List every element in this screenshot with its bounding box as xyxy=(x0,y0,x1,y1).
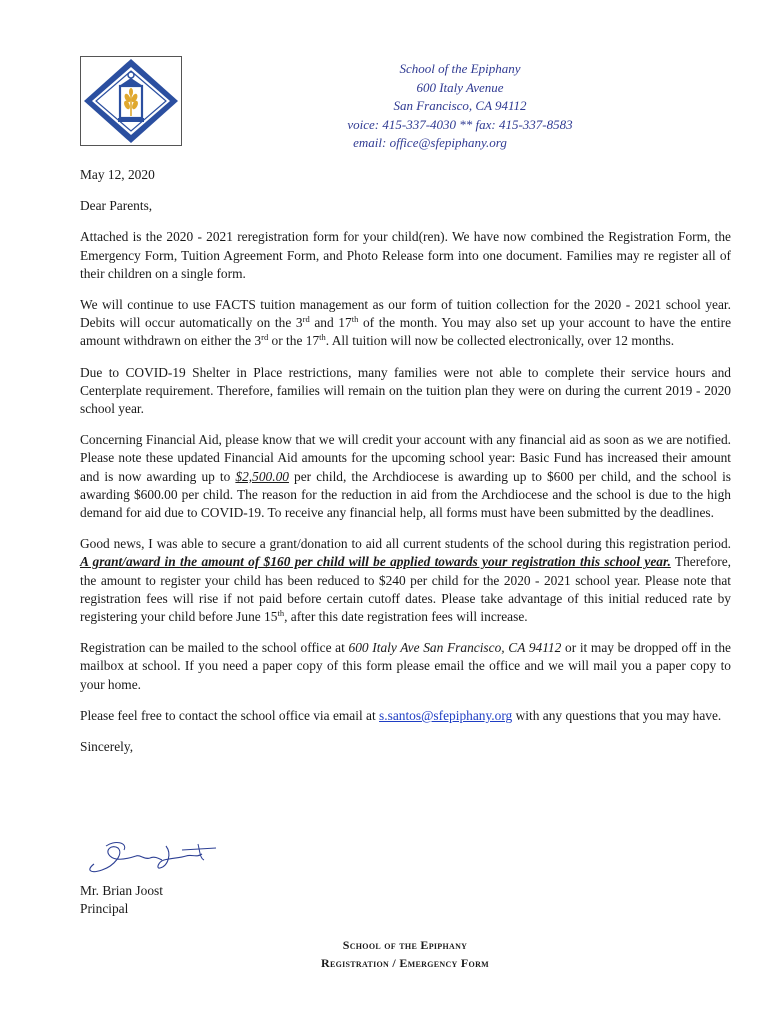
contact-email-link[interactable]: s.santos@sfepiphany.org xyxy=(379,707,513,723)
contact-phone-fax: voice: 415-337-4030 ** fax: 415-337-8583 xyxy=(347,116,573,132)
paragraph-facts-tuition: We will continue to use FACTS tuition management as our form of tuition collection for the 2020 - 2021 school year. Debits will occur automatically on the 3rd and 17th of the month. You may also set up your account to have the entire amount withdrawn on either the 3rd or the 17th. All tuition will now be collected electronically, over 12 months. xyxy=(80,297,732,349)
letterhead xyxy=(300,60,620,153)
address-line-1: 600 Italy Avenue xyxy=(416,79,504,95)
signature-image xyxy=(84,836,224,876)
signer-name: Mr. Brian Joost xyxy=(80,883,163,898)
basic-fund-amount: $2,500.00 xyxy=(235,468,289,484)
paragraph-financial-aid: Concerning Financial Aid, please know that we will credit your account with any financial aid as soon as we are notified. Please note these updated Financial Aid amounts for the upcoming school year: Basic Fund has increased their amount and is now awarding up to $2,500.00 per child, the Archdiocese is awarding up to $600 per child, and the school is awarding $600.00 per child. The reason for the reduction in aid from the Archdiocese and the school is due to the high demand for aid due to COVID-19. To receive any financial help, all forms must have been submitted by the deadlines. xyxy=(80,432,731,521)
closing: Sincerely, xyxy=(80,739,134,755)
signer-block xyxy=(80,882,163,918)
grant-emphasis: A grant/award in the amount of $160 per child will be applied towards your registration this school year. xyxy=(80,554,671,570)
salutation: Dear Parents, xyxy=(80,198,153,214)
paragraph-mailing: Registration can be mailed to the school office at 600 Italy Ave San Francisco, CA 94112 or it may be dropped off in the mailbox at school. If you need a paper copy of this form please email the office and we will mail you a paper copy to your home. xyxy=(80,640,731,692)
letter-date: May 12, 2020 xyxy=(80,167,155,182)
paragraph-registration-form: Attached is the 2020 - 2021 reregistration form for your child(ren). We have now combined the Registration Form, the Emergency Form, Tuition Agreement Form, and Photo Release form into one document. Families may re register all of their children on a single form. xyxy=(80,229,731,281)
form-title xyxy=(0,936,770,972)
form-title-school: School of the Epiphany xyxy=(342,938,468,952)
paragraph-contact: Please feel free to contact the school office via email at s.santos@sfepiphany.org with any questions that you may have. xyxy=(80,707,722,723)
letterhead-email: email: office@sfepiphany.org xyxy=(353,135,507,150)
form-title-name: Registration / Emergency Form xyxy=(320,956,489,970)
school-mailing-address: 600 Italy Ave San Francisco, CA 94112 xyxy=(348,640,562,656)
address-line-2: San Francisco, CA 94112 xyxy=(393,98,527,113)
school-logo xyxy=(80,56,182,146)
signer-title: Principal xyxy=(80,901,129,916)
school-name: School of the Epiphany xyxy=(399,61,521,76)
paragraph-covid-service-hours: Due to COVID-19 Shelter in Place restrictions, many families were not able to complete their service hours and Centerplate requirement. Therefore, families will remain on the tuition plan they were on during the current 2019 - 2020 school year. xyxy=(80,364,731,417)
paragraph-grant-news: Good news, I was able to secure a grant/donation to aid all current students of the school during this registration period. A grant/award in the amount of $160 per child will be applied towards your registration this school year. Therefore, the amount to register your child has been reduced to $240 per child for the 2020 - 2021 school year. Please note that registration fees will rise if not paid before certain cutoff dates. Please take advantage of this initial reduced rate by registering your child before June 15th, after this date registration fees will increase. xyxy=(80,536,732,625)
letter-body xyxy=(80,166,731,769)
